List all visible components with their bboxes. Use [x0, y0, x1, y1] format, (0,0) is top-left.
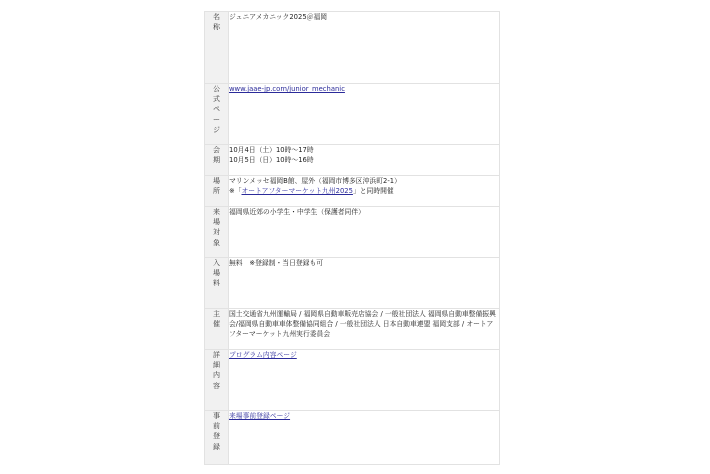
label-char: ペ [213, 105, 220, 114]
row-name [205, 12, 500, 84]
label-char: 事 [213, 412, 220, 420]
label-target-visitors [205, 207, 229, 258]
label-char: 名 [213, 13, 220, 21]
value-details [229, 350, 500, 411]
label-admission [205, 258, 229, 309]
value-dates [229, 145, 500, 176]
row-target-visitors [205, 207, 500, 258]
label-pre-registration [205, 411, 229, 465]
label-char: ー [213, 115, 220, 124]
label-char: 細 [213, 361, 220, 370]
label-dates [205, 145, 229, 176]
label-char: 式 [213, 95, 220, 104]
value-venue [229, 176, 500, 207]
value-organizers [229, 309, 500, 350]
pre-registration-link[interactable]: 来場事前登録ページ [229, 412, 291, 420]
aftermarket-kyushu-link[interactable]: オートアフターマーケット九州2025 [241, 187, 353, 195]
row-dates [205, 145, 500, 176]
label-details [205, 350, 229, 411]
label-char: 場 [213, 177, 220, 185]
label-char: 内 [213, 371, 220, 380]
row-official-page [205, 84, 500, 145]
value-official-page [229, 84, 500, 145]
label-char: 来 [213, 208, 220, 216]
label-char: 料 [213, 279, 220, 288]
label-char: 容 [213, 381, 220, 390]
label-official-page [205, 84, 229, 145]
label-char: ジ [213, 125, 220, 134]
label-char: 象 [213, 238, 220, 247]
admission-text: 無料 ※登録制・当日登録も可 [229, 259, 324, 267]
label-char: 詳 [213, 351, 220, 359]
venue-note [229, 186, 499, 196]
label-venue [205, 176, 229, 207]
event-info-table [204, 11, 500, 465]
program-details-link[interactable]: プログラム内容ページ [229, 351, 297, 359]
official-page-link[interactable]: www.jaae-jp.com/junior_mechanic [229, 85, 345, 93]
label-char: 録 [213, 442, 220, 451]
label-char: 主 [213, 310, 220, 318]
label-char: 期 [213, 156, 220, 165]
value-name [229, 12, 500, 84]
label-char: 前 [213, 422, 220, 431]
label-organizers [205, 309, 229, 350]
date-line-2: 10月5日（日）10時〜16時 [229, 156, 314, 164]
value-admission [229, 258, 500, 309]
row-pre-registration [205, 411, 500, 465]
label-char: 称 [213, 23, 220, 32]
venue-note-suffix: 」と同時開催 [352, 187, 394, 195]
label-char: 公 [213, 85, 220, 93]
label-char: 催 [213, 320, 220, 329]
label-char: 所 [213, 187, 220, 196]
label-char: 会 [213, 146, 220, 154]
event-name-text: ジュニアメカニック2025＠福岡 [229, 13, 328, 21]
label-char: 場 [213, 218, 220, 227]
row-details [205, 350, 500, 411]
date-line-1: 10月4日（土）10時〜17時 [229, 146, 314, 154]
label-char: 対 [213, 228, 220, 237]
label-char: 登 [213, 432, 220, 441]
label-char: 入 [213, 259, 220, 267]
row-organizers [205, 309, 500, 350]
venue-note-prefix: ※「 [229, 187, 242, 195]
row-admission [205, 258, 500, 309]
venue-address: マリンメッセ福岡B館、屋外（福岡市博多区沖浜町2-1） [229, 177, 401, 185]
value-pre-registration [229, 411, 500, 465]
target-visitors-text: 福岡県近郊の小学生・中学生（保護者同伴） [229, 208, 365, 216]
label-name [205, 12, 229, 84]
label-char: 場 [213, 269, 220, 278]
event-info-table-wrapper [204, 11, 500, 465]
row-venue [205, 176, 500, 207]
value-target-visitors [229, 207, 500, 258]
organizers-text: 国土交通省九州運輸局 / 福岡県自動車販売店協会 / 一般社団法人 福岡県自動車整備振興会/福岡県自動車車体整備協同組合 / 一般社団法人 日本自動車連盟 福岡支部 / オートアフターマーケット九州実行委員会 [229, 310, 496, 338]
